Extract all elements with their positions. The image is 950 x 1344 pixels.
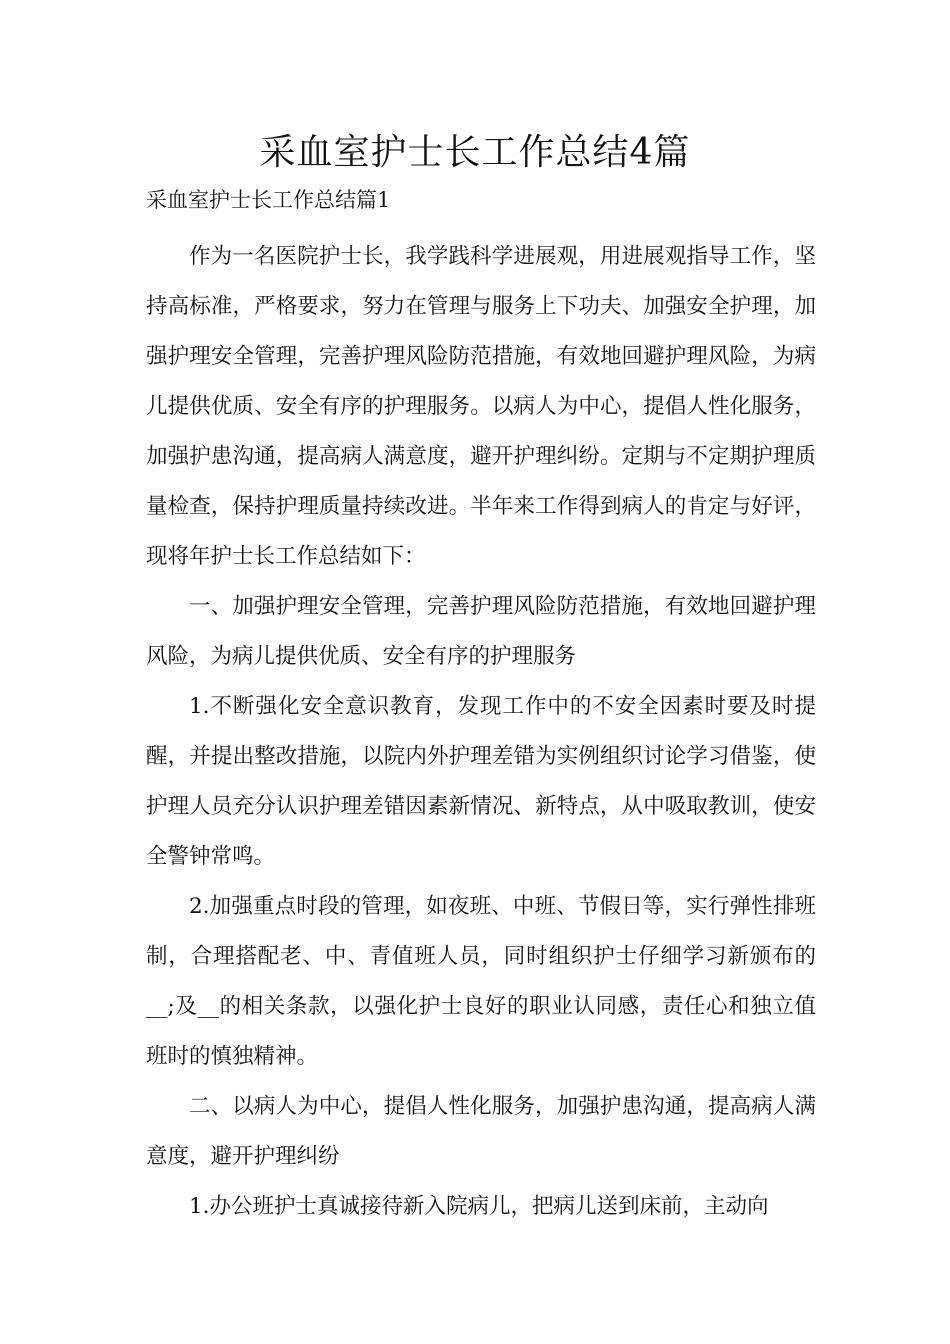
- section-subtitle: 采血室护士长工作总结篇1: [146, 188, 391, 212]
- paragraph-heading-1: 一、加强护理安全管理，完善护理风险防范措施，有效地回避护理风险，为病儿提供优质、安全有序的护理服务: [146, 594, 816, 669]
- paragraph-heading-2: 二、以病人为中心，提倡人性化服务，加强护患沟通，提高病人满意度，避开护理纠纷: [146, 1094, 816, 1169]
- paragraph-intro: 作为一名医院护士长，我学践科学进展观，用进展观指导工作，坚持高标准，严格要求，努力在管理与服务上下功夫、加强安全护理，加强护理安全管理，完善护理风险防范措施，有效地回避护理风险，为病儿提供优质、安全有序的护理服务。以病人为中心，提倡人性化服务，加强护患沟通，提高病人满意度，避开护理纠纷。定期与不定期护理质量检查，保持护理质量持续改进。半年来工作得到病人的肯定与好评，现将年护士长工作总结如下：: [146, 244, 816, 569]
- paragraph-item-2-1: 1.办公班护士真诚接待新入院病儿，把病儿送到床前，主动向: [189, 1194, 769, 1219]
- paragraph-item-1-2: 2.加强重点时段的管理，如夜班、中班、节假日等，实行弹性排班制，合理搭配老、中、青值班人员，同时组织护士仔细学习新颁布的__;及__的相关条款，以强化护士良好的职业认同感，责任心和独立值班时的慎独精神。: [146, 894, 816, 1069]
- document-title: 采血室护士长工作总结4篇: [259, 132, 691, 173]
- paragraph-item-1-1: 1.不断强化安全意识教育，发现工作中的不安全因素时要及时提醒，并提出整改措施，以院内外护理差错为实例组织讨论学习借鉴，使护理人员充分认识护理差错因素新情况、新特点，从中吸取教训，使安全警钟常鸣。: [146, 694, 816, 869]
- document-body: [146, 232, 816, 1232]
